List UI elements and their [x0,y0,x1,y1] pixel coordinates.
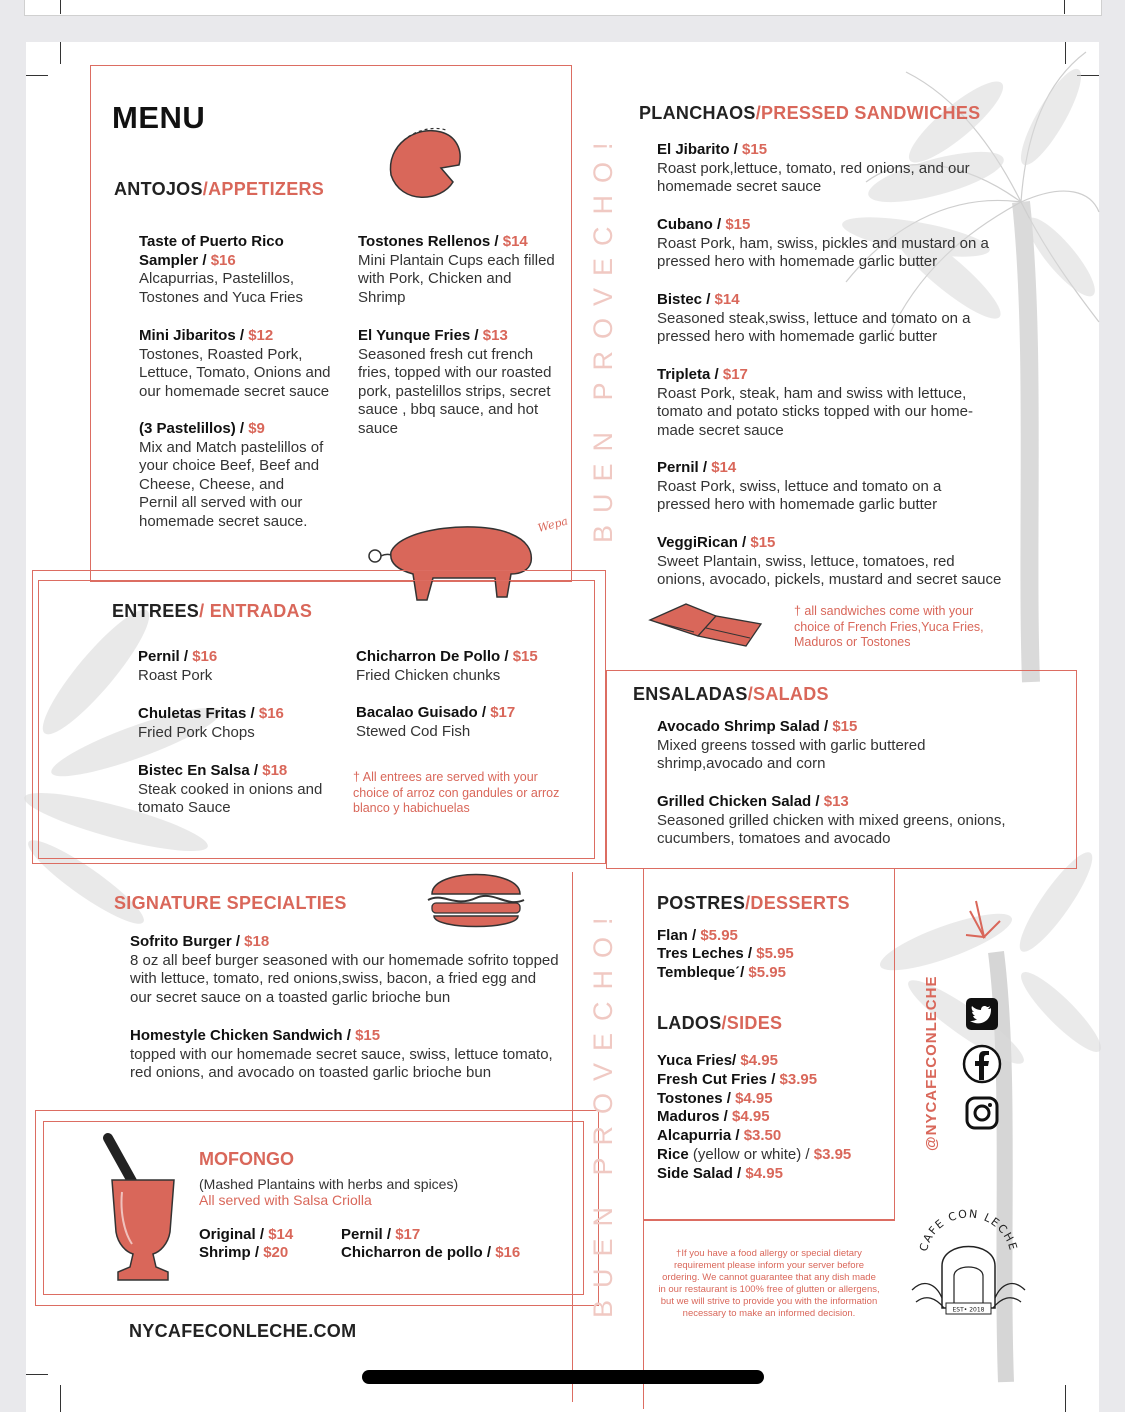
item-price: $17 [490,704,516,721]
item-price: $14 [502,233,528,250]
menu-item [199,1244,288,1263]
menu-page [26,42,1099,1412]
item-price: $16 [495,1244,521,1261]
menu-item [657,1108,770,1127]
item-name: Taste of Puerto Rico Sampler / [139,233,284,269]
item-name: Flan / [657,927,701,944]
item-name: Original / [199,1226,269,1243]
item-description: Roast Pork, swiss, lettuce and tomato on a pressed hero with homemade garlic butter [657,477,942,514]
item-extra: (yellow or white) / [692,1146,814,1163]
item-price: $14 [711,459,737,476]
mofongo-description: (Mashed Plantains with herbs and spices) [199,1176,459,1192]
item-description: Mix and Match pastelillos of your choice Beef, Beef and Cheese, Cheese, and Pernil all served with our homemade secret sauce. [139,438,324,530]
item-price: $20 [263,1244,289,1261]
social-handle-text: @NYCAFECONLECHE [923,975,940,1151]
item-description: Stewed Cod Fish [356,722,471,740]
item-name: Bistec / [657,291,715,308]
item-price: $18 [262,762,288,779]
item-price: $17 [722,366,748,383]
item-price: $15 [750,534,776,551]
item-description: Alcapurrias, Pastelillos, Tostones and Yuca Fries [139,270,303,306]
menu-item [657,1127,781,1146]
item-name: Pernil / [341,1226,396,1243]
menu-item [341,1244,520,1263]
menu-item [657,366,987,440]
menu-item [657,1090,773,1109]
crop-mark [26,75,48,76]
item-name: Alcapurria / [657,1127,744,1144]
menu-item [199,1226,293,1245]
item-price: $16 [210,251,236,269]
item-price: $15 [725,216,751,233]
menu-item [139,420,324,532]
item-name: VeggiRican / [657,534,751,551]
menu-item [130,1027,560,1083]
item-name: Homestyle Chicken Sandwich / [130,1027,356,1044]
item-description: Roast pork,lettuce, tomato, red onions, and our homemade secret sauce [657,159,970,196]
twitter-icon[interactable] [965,997,999,1031]
entrees-heading: ENTREES/ ENTRADAS [112,601,313,621]
item-name: Cubano / [657,216,726,233]
item-name: Maduros / [657,1108,733,1125]
menu-item [657,1052,778,1071]
item-description: Roast Pork [138,666,213,684]
menu-item [341,1226,420,1245]
cafe-con-leche-logo [906,1198,1031,1328]
menu-item [657,141,997,197]
item-name: Pernil / [657,459,712,476]
vertical-slogan-top: BUEN PROVECHO! [588,130,618,544]
item-price: $5.95 [756,945,794,962]
item-price: $5.95 [700,927,738,944]
item-price: $15 [832,718,858,735]
item-name: (3 Pastelillos) / [139,420,249,437]
item-price: $18 [244,933,270,950]
menu-item [130,933,560,1007]
item-price: $17 [395,1226,421,1243]
item-description: Fried Chicken chunks [356,666,501,684]
item-name: El Jibarito / [657,141,743,158]
sandwiches-note: † all sandwiches come with your choice of French Fries,Yuca Fries, Maduros or Tostones [794,604,984,649]
item-description: Roast Pork, steak, ham and swiss with lettuce, tomato and potato sticks topped with our home-made secret sauce [657,384,974,439]
page-title: MENU [112,100,206,135]
item-name: Tripleta / [657,366,723,383]
item-price: $4.95 [732,1108,770,1125]
signature-heading: SIGNATURE SPECIALTIES [114,893,347,913]
item-description: 8 oz all beef burger seasoned with our homemade sofrito topped with lettuce, tomato, red onions,swiss, bacon, a fried egg and our secret sauce on a toasted garlic brioche bun [130,951,559,1006]
allergy-divider [643,1219,894,1220]
menu-item [657,964,786,983]
item-description: topped with our homemade secret sauce, swiss, lettuce tomato, red onions, and avocado on toasted garlic brioche bun [130,1045,553,1082]
mofongo-note: All served with Salsa Criolla [199,1192,372,1208]
item-price: $16 [258,705,284,722]
sandwiches-heading: PLANCHAOS/PRESSED SANDWICHES [639,103,981,123]
item-description: Fried Pork Chops [138,723,255,741]
item-description: Mixed greens tossed with garlic buttered shrimp,avocado and corn [657,736,926,773]
menu-item [657,1165,783,1184]
previous-page-edge [24,0,1102,16]
desserts-heading: POSTRES/DESSERTS [657,893,850,913]
menu-item [138,648,348,685]
menu-item [657,534,1007,590]
item-name: Mini Jibaritos / [139,327,249,344]
burger-icon [424,856,528,938]
menu-item [657,291,987,347]
item-price: $13 [823,793,849,810]
menu-item [657,1071,817,1090]
menu-item [356,648,586,685]
item-price: $13 [482,327,508,344]
appetizers-heading: ANTOJOS/APPETIZERS [114,179,325,199]
item-price: $14 [268,1226,294,1243]
arrow-decoration-icon [964,897,1004,952]
empanada-icon [381,120,471,210]
item-price: $5.95 [748,964,786,981]
menu-item [657,927,738,946]
menu-item [657,945,794,964]
item-price: $16 [192,648,218,665]
facebook-icon[interactable] [962,1044,1002,1084]
crop-mark [60,42,61,64]
mofongo-title: MOFONGO [199,1149,294,1169]
item-name: Chuletas Fritas / [138,705,259,722]
item-name: Avocado Shrimp Salad / [657,718,833,735]
menu-item [138,762,328,818]
item-price: $4.95 [745,1165,783,1182]
item-description: Roast Pork, ham, swiss, pickles and mustard on a pressed hero with homemade garlic butter [657,234,989,271]
item-name: Fresh Cut Fries / [657,1071,780,1088]
item-name: Bistec En Salsa / [138,762,263,779]
item-price: $4.95 [740,1052,778,1069]
item-name: Pernil / [138,648,193,665]
crop-mark [26,1374,48,1375]
menu-item [358,327,553,439]
item-description: Steak cooked in onions and tomato Sauce [138,780,323,817]
menu-item [657,718,977,774]
item-price: $3.95 [779,1071,818,1088]
mortar-and-pestle-icon [98,1132,188,1287]
vertical-slogan-bottom: BUEN PROVECHO! [588,905,618,1318]
item-name: Chicharron de pollo / [341,1244,496,1261]
item-price: $15 [355,1027,381,1044]
item-price: $3.50 [743,1127,782,1144]
menu-item [657,793,1017,849]
instagram-icon[interactable] [965,1096,999,1130]
item-name: Tres Leches / [657,945,757,962]
crop-mark [1064,0,1065,14]
item-price: $9 [248,420,265,437]
item-name: Grilled Chicken Salad / [657,793,824,810]
item-price: $14 [714,291,740,308]
item-description: Tostones, Roasted Pork, Lettuce, Tomato, Onions and our homemade secret sauce [139,345,331,400]
item-name: Temblequeˊ/ [657,964,749,981]
item-name: Yuca Fries/ [657,1052,741,1069]
item-name: El Yunque Fries / [358,327,483,344]
item-description: Seasoned steak,swiss, lettuce and tomato on a pressed hero with homemade garlic butter [657,309,971,346]
allergy-disclaimer: †If you have a food allergy or special dietary requirement please inform your server before ordering. We cannot guarantee that any dish made in our restaurant is 100% free of glutten or allergens, but we will strive to provide you with the information necessary to make an informed decision. [658,1248,880,1319]
item-name: Shrimp / [199,1244,264,1261]
website-link[interactable]: NYCAFECONLECHE.COM [129,1321,357,1341]
item-price: $12 [248,327,274,344]
crop-mark [1065,1385,1066,1412]
crop-mark [60,1385,61,1412]
home-indicator[interactable] [362,1370,764,1384]
menu-item [657,459,967,515]
item-name: Chicharron De Pollo / [356,648,513,665]
item-price: $15 [512,648,538,665]
salads-heading: ENSALADAS/SALADS [633,684,829,704]
menu-item [356,704,586,741]
social-handle[interactable] [923,960,949,1166]
menu-item [139,327,344,401]
item-description: Mini Plantain Cups each filled with Pork, Chicken and Shrimp [358,251,555,306]
item-name: Tostones / [657,1090,736,1107]
item-name: Rice [657,1146,693,1163]
sides-heading: LADOS/SIDES [657,1013,783,1033]
menu-item [138,705,348,742]
logo-est-text: EST• 2018 [952,1306,985,1314]
item-price: $3.95 [813,1146,852,1163]
item-price: $4.95 [735,1090,773,1107]
menu-item [139,233,339,307]
item-name: Bacalao Guisado / [356,704,491,721]
item-name: Side Salad / [657,1165,746,1182]
logo-arc-text: CAFE CON LECHE [916,1207,1020,1253]
item-description: Seasoned fresh cut french fries, topped with our roasted pork, pastelillos strips, secret sauce , bbq sauce, and hot sauce [358,345,552,437]
menu-item [358,233,563,307]
entrees-note: † All entrees are served with your choice of arroz con gandules or arroz blanco y habichuelas [353,770,560,815]
pig-wepa-label: Wepa [536,514,570,535]
item-name: Sofrito Burger / [130,933,245,950]
item-description: Seasoned grilled chicken with mixed greens, onions, cucumbers, tomatoes and avocado [657,811,1006,848]
item-description: Sweet Plantain, swiss, lettuce, tomatoes, red onions, avocado, pickels, mustard and secret sauce [657,552,1002,589]
menu-item [657,1146,851,1165]
item-price: $15 [742,141,768,158]
crop-mark [60,0,61,14]
pressed-sandwich-icon [646,598,766,648]
item-name: Tostones Rellenos / [358,233,503,250]
menu-item [657,216,997,272]
